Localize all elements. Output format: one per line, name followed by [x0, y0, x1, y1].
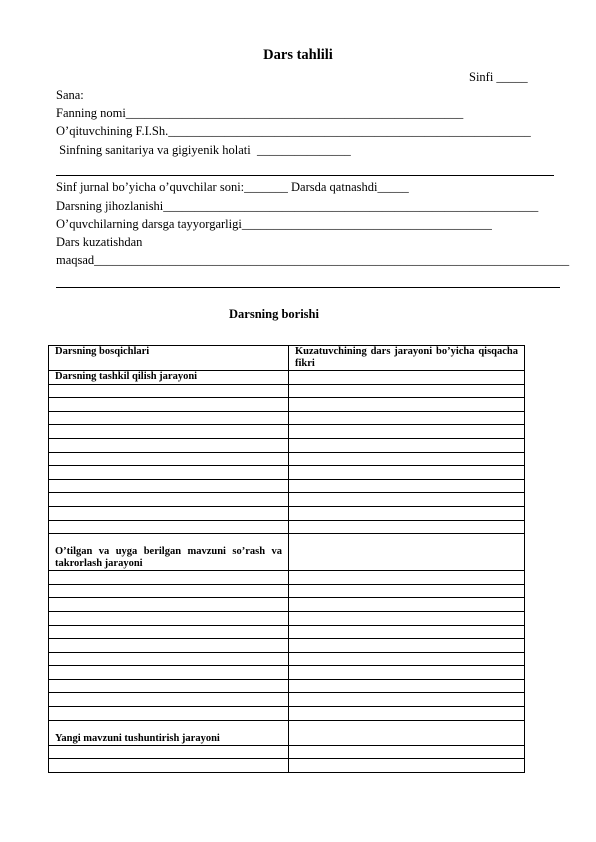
table-cell[interactable] [49, 666, 289, 680]
teacher-name-field[interactable]: O’qituvchining F.I.Sh.__________________________________________________________ [56, 124, 531, 138]
notes-cell[interactable] [289, 571, 525, 585]
table-row [49, 438, 525, 452]
table-row [49, 598, 525, 612]
table-cell[interactable] [49, 425, 289, 439]
notes-cell[interactable] [289, 584, 525, 598]
table-cell[interactable] [49, 598, 289, 612]
table-cell[interactable] [49, 493, 289, 507]
table-cell[interactable] [49, 411, 289, 425]
blank-rule-1 [56, 175, 554, 176]
purpose-field[interactable]: maqsad____________________________________________________________________________ [56, 253, 570, 267]
notes-cell[interactable] [289, 534, 525, 571]
notes-cell[interactable] [289, 371, 525, 385]
document-title: Dars tahlili [263, 47, 333, 63]
notes-cell[interactable] [289, 759, 525, 773]
table-row [49, 384, 525, 398]
notes-cell[interactable] [289, 493, 525, 507]
table-row [49, 520, 525, 534]
table-row [49, 506, 525, 520]
stage-row-organization [49, 371, 525, 385]
table-row [49, 639, 525, 653]
table-row [49, 466, 525, 480]
table-cell[interactable] [49, 584, 289, 598]
table-row [49, 493, 525, 507]
notes-cell[interactable] [289, 693, 525, 707]
col-header-observer-notes: Kuzatuvchining dars jarayoni bo’yicha qisqacha fikri [289, 346, 525, 371]
table-cell[interactable] [49, 652, 289, 666]
table-cell[interactable] [49, 707, 289, 721]
table-cell[interactable] [49, 438, 289, 452]
table-row [49, 707, 525, 721]
notes-cell[interactable] [289, 411, 525, 425]
stage-label: Yangi mavzuni tushuntirish jarayoni [49, 720, 289, 745]
table-cell[interactable] [49, 625, 289, 639]
subject-field[interactable]: Fanning nomi______________________________________________________ [56, 106, 464, 120]
table-cell[interactable] [49, 466, 289, 480]
table-cell[interactable] [49, 520, 289, 534]
notes-cell[interactable] [289, 506, 525, 520]
stage-label: O’tilgan va uyga berilgan mavzuni so’rash va takrorlash jarayoni [49, 534, 289, 571]
table-cell[interactable] [49, 759, 289, 773]
section-title: Darsning borishi [229, 307, 319, 321]
table-cell[interactable] [49, 452, 289, 466]
table-row [49, 759, 525, 773]
blank-rule-2 [56, 287, 560, 288]
equipment-field[interactable]: Darsning jihozlanishi____________________________________________________________ [56, 199, 539, 213]
notes-cell[interactable] [289, 452, 525, 466]
notes-cell[interactable] [289, 625, 525, 639]
table-row [49, 745, 525, 759]
table-row [49, 693, 525, 707]
table-row [49, 411, 525, 425]
stage-label: Darsning tashkil qilish jarayoni [49, 371, 289, 385]
lesson-progress-table [48, 345, 525, 773]
notes-cell[interactable] [289, 438, 525, 452]
table-row [49, 398, 525, 412]
table-row [49, 571, 525, 585]
table-row [49, 611, 525, 625]
table-cell[interactable] [49, 611, 289, 625]
table-cell[interactable] [49, 745, 289, 759]
table-row [49, 479, 525, 493]
table-row [49, 625, 525, 639]
table-row [49, 584, 525, 598]
preparation-field[interactable]: O’quvchilarning darsga tayyorgarligi________________________________________ [56, 217, 492, 231]
table-header-row [49, 346, 525, 371]
notes-cell[interactable] [289, 720, 525, 745]
notes-cell[interactable] [289, 479, 525, 493]
notes-cell[interactable] [289, 666, 525, 680]
notes-cell[interactable] [289, 520, 525, 534]
observation-label: Dars kuzatishdan [56, 235, 143, 249]
table-cell[interactable] [49, 479, 289, 493]
stage-row-review [49, 534, 525, 571]
notes-cell[interactable] [289, 384, 525, 398]
notes-cell[interactable] [289, 707, 525, 721]
table-cell[interactable] [49, 506, 289, 520]
table-cell[interactable] [49, 693, 289, 707]
class-field[interactable]: Sinfi _____ [469, 70, 528, 84]
table-cell[interactable] [49, 398, 289, 412]
sanitary-field[interactable]: Sinfning sanitariya va gigiyenik holati _______________ [56, 143, 351, 157]
table-row [49, 652, 525, 666]
attendance-field[interactable]: Sinf jurnal bo’yicha o’quvchilar soni:_______ Darsda qatnashdi_____ [56, 180, 409, 194]
stage-row-new-topic [49, 720, 525, 745]
table-cell[interactable] [49, 384, 289, 398]
notes-cell[interactable] [289, 745, 525, 759]
col-header-stages: Darsning bosqichlari [49, 346, 289, 371]
notes-cell[interactable] [289, 425, 525, 439]
table-row [49, 666, 525, 680]
date-field[interactable]: Sana: [56, 88, 84, 102]
notes-cell[interactable] [289, 652, 525, 666]
notes-cell[interactable] [289, 398, 525, 412]
notes-cell[interactable] [289, 679, 525, 693]
table-row [49, 679, 525, 693]
table-row [49, 425, 525, 439]
notes-cell[interactable] [289, 598, 525, 612]
table-cell[interactable] [49, 571, 289, 585]
notes-cell[interactable] [289, 639, 525, 653]
table-cell[interactable] [49, 679, 289, 693]
table-cell[interactable] [49, 639, 289, 653]
notes-cell[interactable] [289, 611, 525, 625]
table-row [49, 452, 525, 466]
notes-cell[interactable] [289, 466, 525, 480]
